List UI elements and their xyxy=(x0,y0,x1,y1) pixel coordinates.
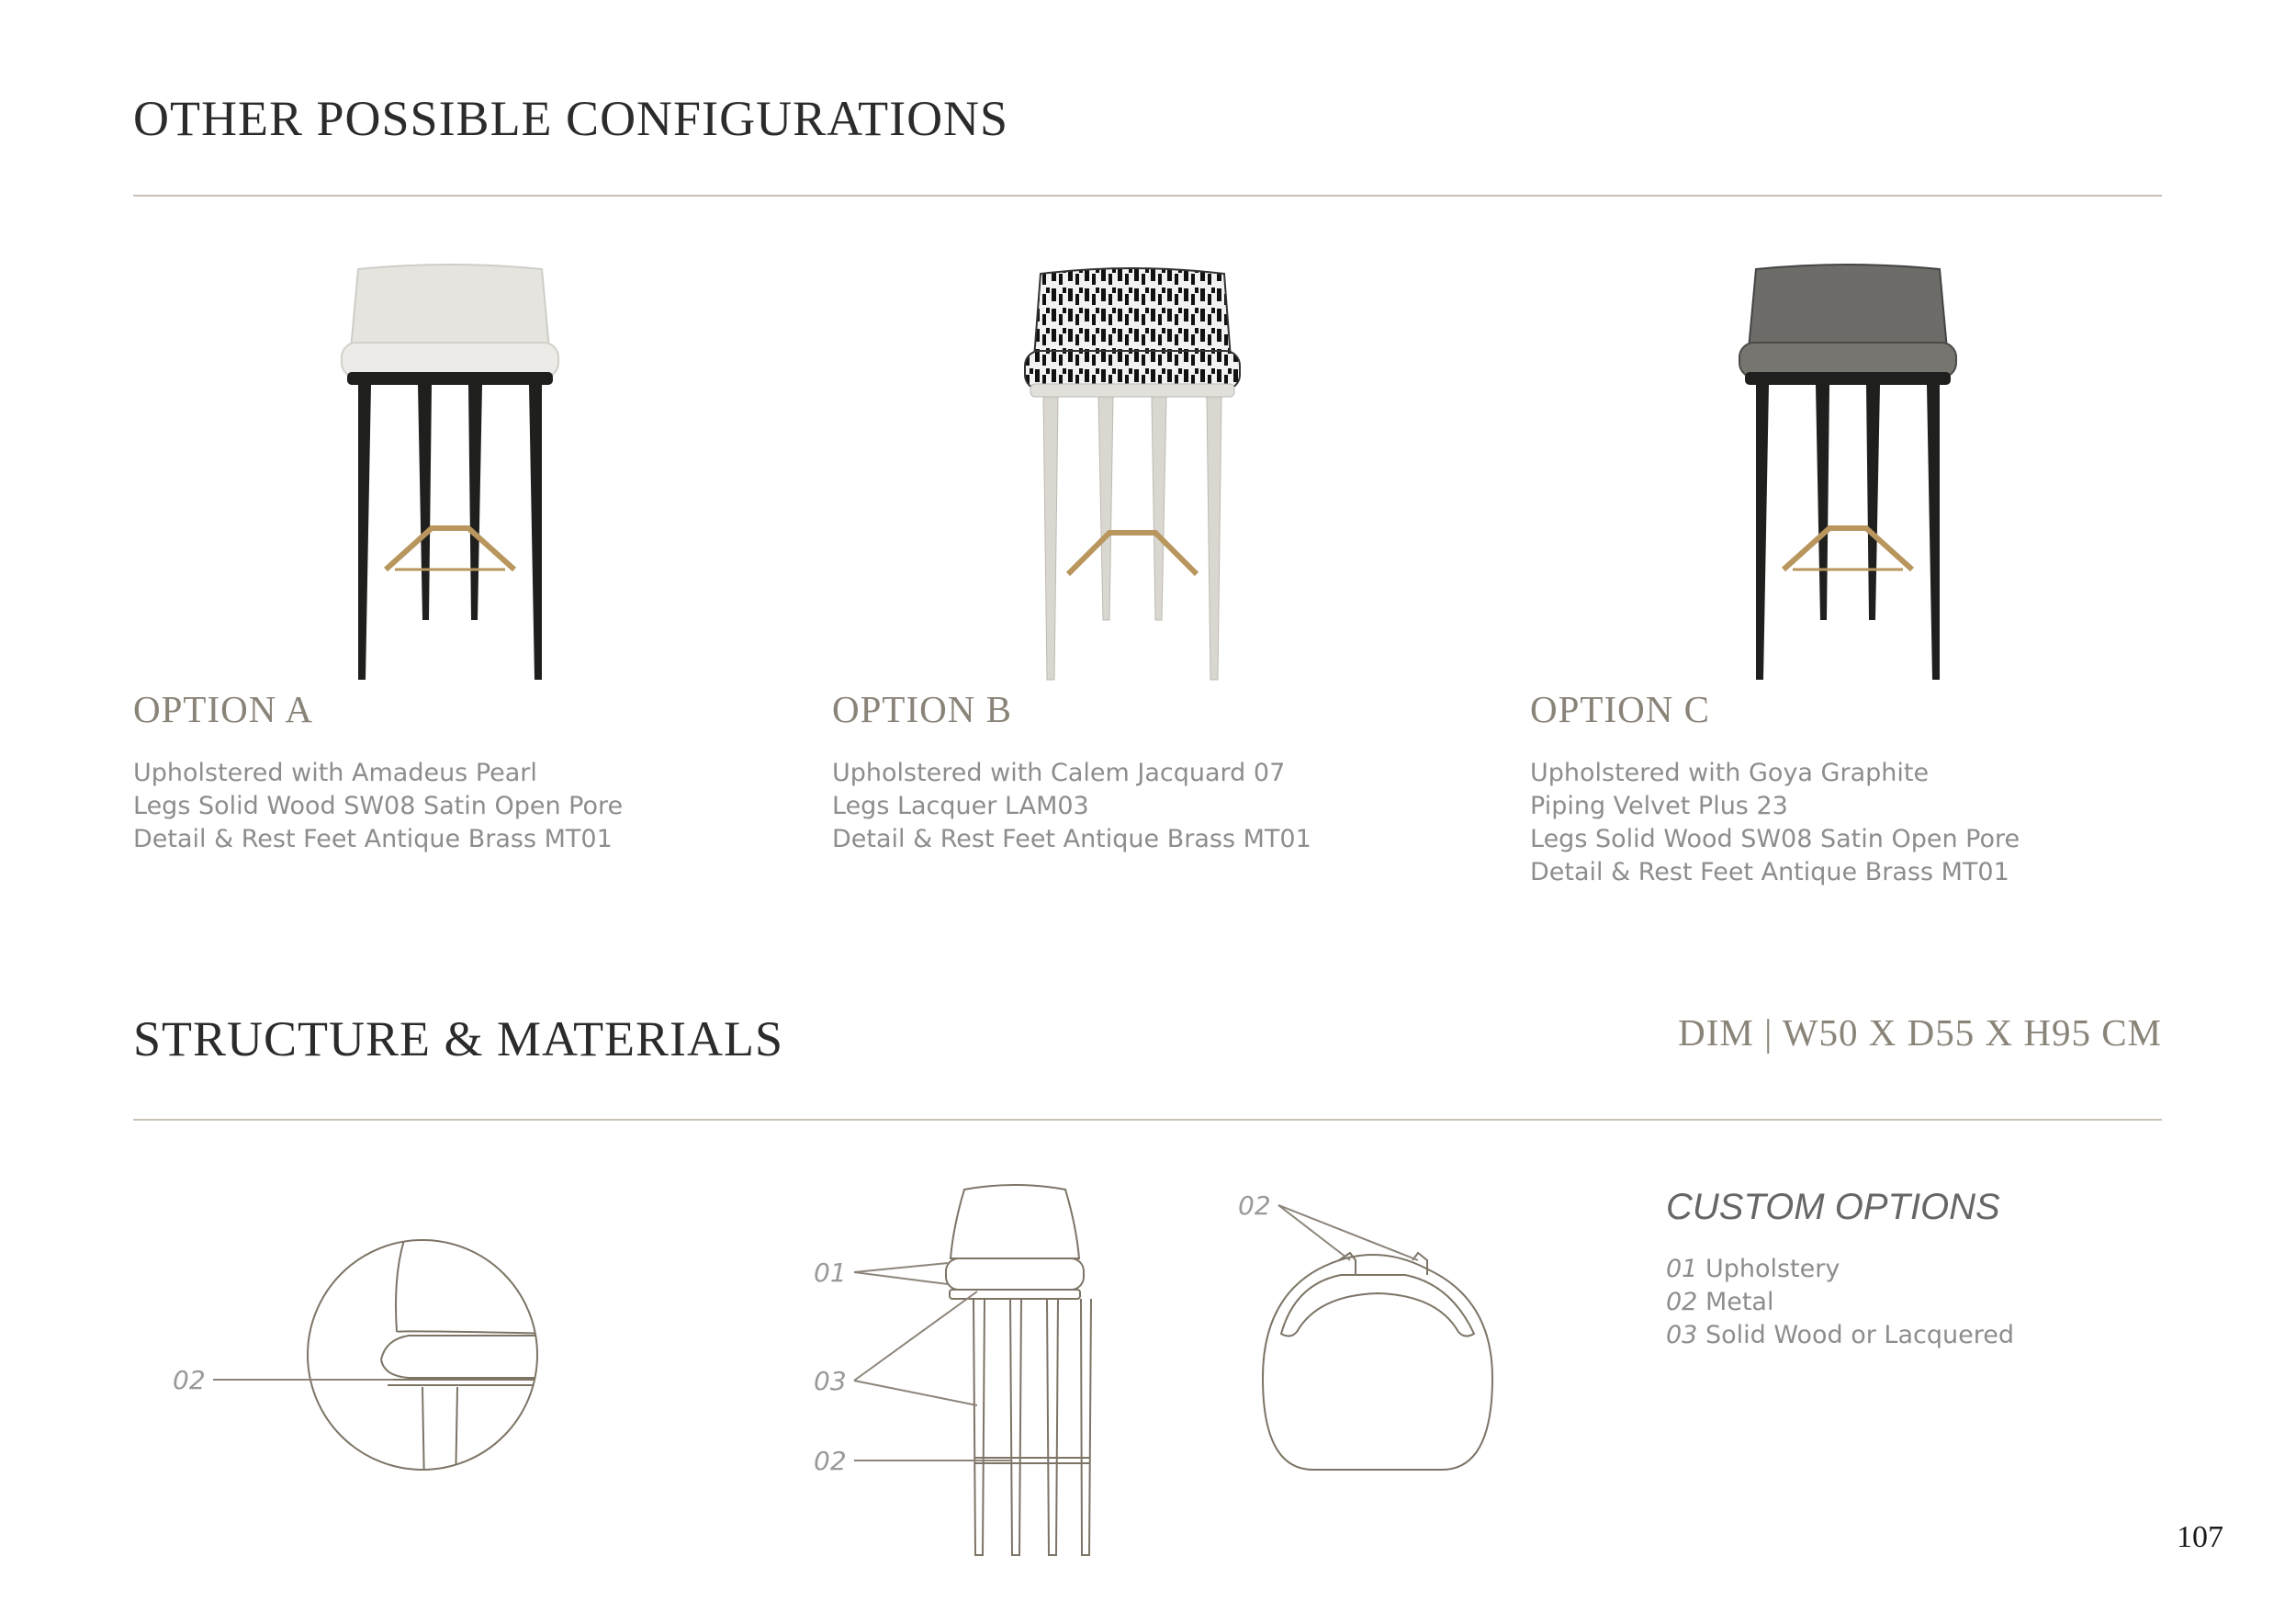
option-b-description xyxy=(832,757,1311,856)
custom-options-title: CUSTOM OPTIONS xyxy=(1666,1187,2000,1227)
configurations-title: OTHER POSSIBLE CONFIGURATIONS xyxy=(133,91,1009,146)
custom-options-list xyxy=(1666,1253,2014,1352)
divider-bottom xyxy=(133,1119,2162,1121)
option-c-title: OPTION C xyxy=(1530,688,1710,730)
stool-option-a-image xyxy=(331,262,569,684)
option-c-line: Upholstered with Goya Graphite xyxy=(1530,759,1930,787)
option-c-line: Piping Velvet Plus 23 xyxy=(1530,792,1788,820)
option-a-line: Detail & Rest Feet Antique Brass MT01 xyxy=(133,825,613,853)
structure-title: STRUCTURE & MATERIALS xyxy=(133,1011,784,1066)
option-a-line: Upholstered with Amadeus Pearl xyxy=(133,759,537,787)
front-elevation-drawing xyxy=(781,1171,1176,1566)
dimensions-label: DIM | W50 X D55 X H95 CM xyxy=(1678,1011,2162,1054)
option-c-description xyxy=(1530,757,2020,889)
custom-option-label: Solid Wood or Lacquered xyxy=(1697,1321,2014,1349)
custom-option-item xyxy=(1666,1319,2014,1352)
option-a-description xyxy=(133,757,623,856)
option-b-line: Upholstered with Calem Jacquard 07 xyxy=(832,759,1286,787)
custom-option-code: 03 xyxy=(1666,1321,1698,1349)
page-number: 107 xyxy=(2177,1520,2223,1554)
option-c-line: Detail & Rest Feet Antique Brass MT01 xyxy=(1530,858,2009,886)
divider-top xyxy=(133,195,2162,197)
custom-option-label: Metal xyxy=(1697,1288,1774,1316)
callout-detail-02: 02 xyxy=(173,1365,206,1395)
custom-option-code: 02 xyxy=(1666,1288,1698,1316)
callout-front-01: 01 xyxy=(814,1257,847,1288)
option-b-line: Detail & Rest Feet Antique Brass MT01 xyxy=(832,825,1311,853)
custom-option-label: Upholstery xyxy=(1697,1255,1840,1283)
option-a-title: OPTION A xyxy=(133,688,313,730)
option-b-title: OPTION B xyxy=(832,688,1012,730)
stool-option-b-image xyxy=(1018,266,1247,689)
detail-drawing xyxy=(156,1222,597,1506)
option-b-line: Legs Lacquer LAM03 xyxy=(832,792,1089,820)
callout-front-02: 02 xyxy=(814,1446,847,1476)
custom-option-item xyxy=(1666,1253,2014,1286)
callout-top-02: 02 xyxy=(1238,1190,1271,1221)
callout-front-03: 03 xyxy=(814,1366,847,1396)
top-view-drawing xyxy=(1212,1176,1525,1488)
custom-option-code: 01 xyxy=(1666,1255,1698,1283)
stool-option-c-image xyxy=(1728,262,1967,684)
option-a-line: Legs Solid Wood SW08 Satin Open Pore xyxy=(133,792,624,820)
custom-option-item xyxy=(1666,1286,2014,1319)
option-c-line: Legs Solid Wood SW08 Satin Open Pore xyxy=(1530,825,2020,853)
